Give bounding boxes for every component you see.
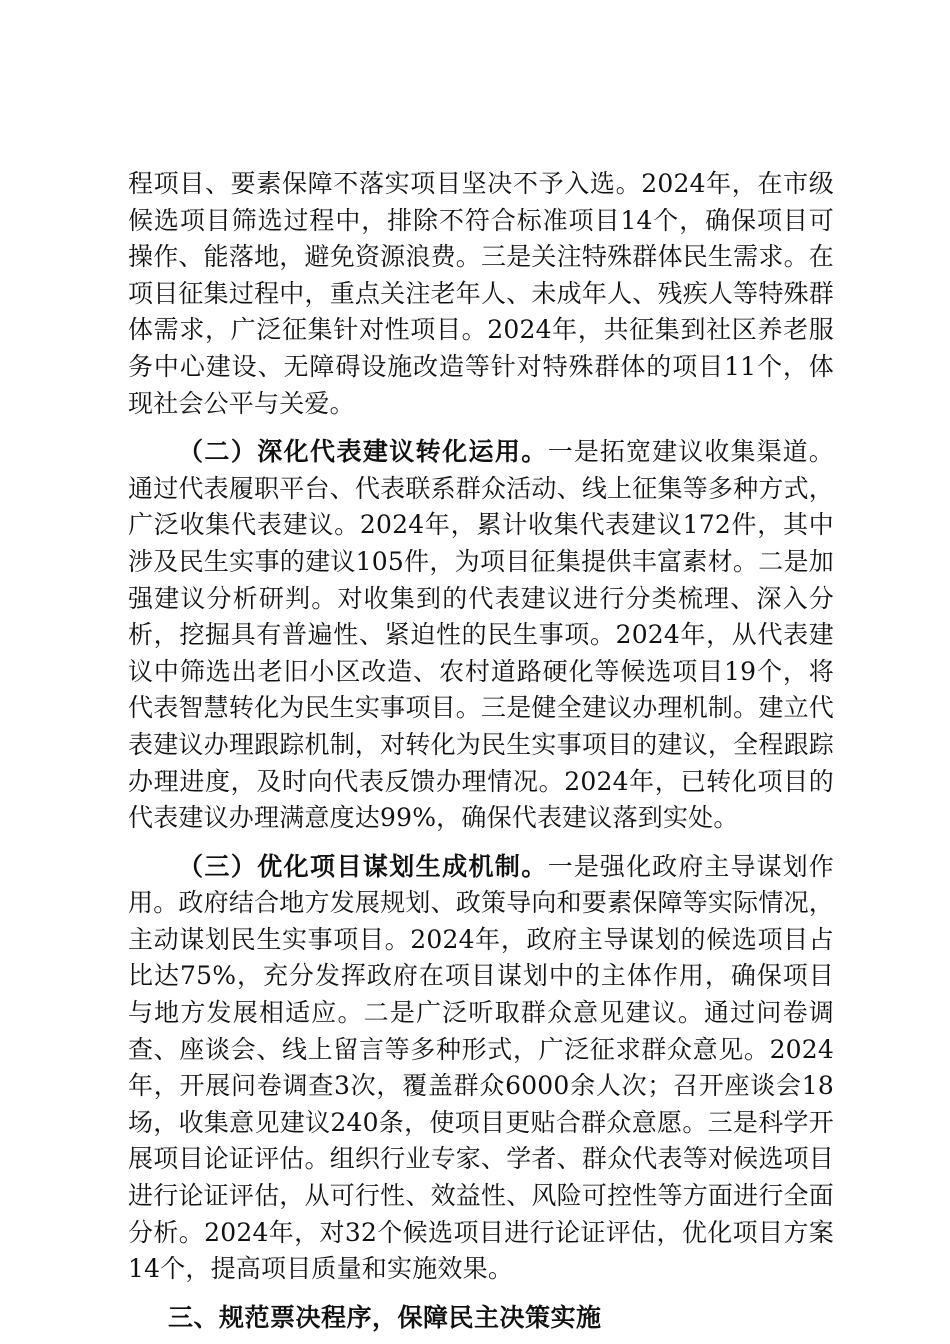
paragraph-project-planning [128,849,834,1288]
document-body [128,166,834,1336]
paragraph-continuation [128,166,834,422]
paragraph-text: 程项目、要素保障不落实项目坚决不予入选。2024年，在市级候选项目筛选过程中，排除不符合标准项目14个，确保项目可操作、能落地，避免资源浪费。三是关注特殊群体民生需求。在项目征集过程中，重点关注老年人、未成年人、残疾人等特殊群体需求，广泛征集针对性项目。2024年，共征集到社区养老服务中心建设、无障碍设施改造等针对特殊群体的项目11个，体现社会公平与关爱。 [128,169,834,418]
paragraph-text: 一是强化政府主导谋划作用。政府结合地方发展规划、政策导向和要素保障等实际情况，主动谋划民生实事项目。2024年，政府主导谋划的候选项目占比达75%，充分发挥政府在项目谋划中的主体作用，确保项目与地方发展相适应。二是广泛听取群众意见建议。通过问卷调查、座谈会、线上留言等多种形式，广泛征求群众意见。2024年，开展问卷调查3次，覆盖群众6000余人次；召开座谈会18场，收集意见建议240条，使项目更贴合群众意愿。三是科学开展项目论证评估。组织行业专家、学者、群众代表等对候选项目进行论证评估，从可行性、效益性、风险可控性等方面进行全面分析。2024年，对32个候选项目进行论证评估，优化项目方案14个，提高项目质量和实施效果。 [128,851,834,1284]
paragraph-text: 一是拓宽建议收集渠道。通过代表履职平台、代表联系群众活动、线上征集等多种方式，广泛收集代表建议。2024年，累计收集代表建议172件，其中涉及民生实事的建议105件，为项目征集提供丰富素材。二是加强建议分析研判。对收集到的代表建议进行分类梳理、深入分析，挖掘具有普遍性、紧迫性的民生事项。2024年，从代表建议中筛选出老旧小区改造、农村道路硬化等候选项目19个，将代表智慧转化为民生实事项目。三是健全建议办理机制。建立代表建议办理跟踪机制，对转化为民生实事项目的建议，全程跟踪办理进度，及时向代表反馈办理情况。2024年，已转化项目的代表建议办理满意度达99%，确保代表建议落到实处。 [128,437,834,833]
paragraph-lead-heading: （三）优化项目谋划生成机制。 [178,851,548,881]
section-heading: 三、规范票决程序，保障民主决策实施 [168,1302,602,1332]
paragraph-representative-suggestions [128,434,834,837]
paragraph-lead-heading: （二）深化代表建议转化运用。 [178,437,548,467]
